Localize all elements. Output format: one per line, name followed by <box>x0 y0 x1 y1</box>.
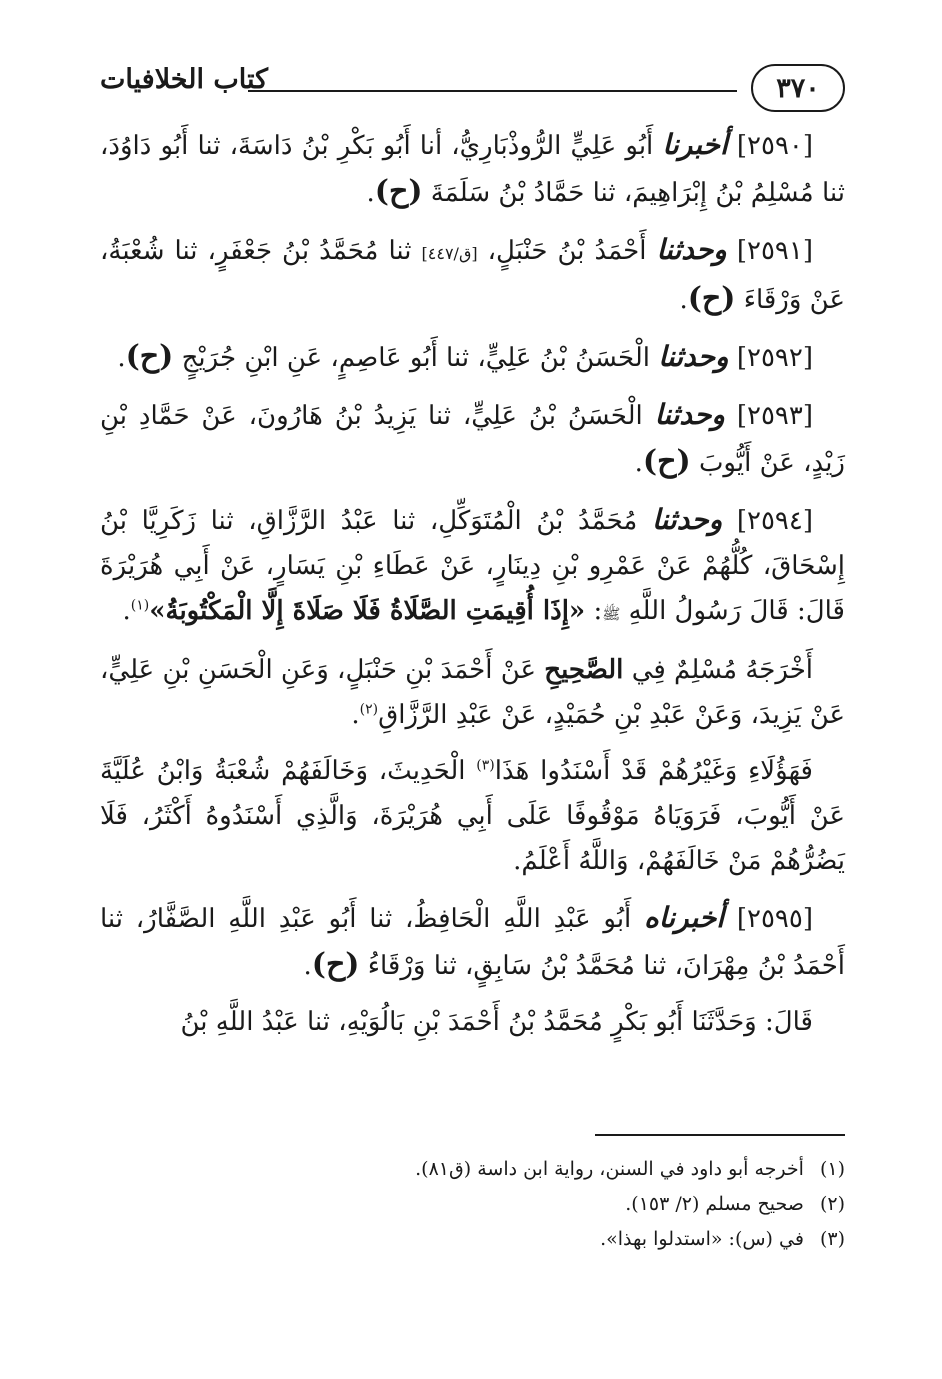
tahwil-symbol: (ح) <box>311 947 360 982</box>
page-body <box>100 122 845 1045</box>
footnote-marker: (١) <box>130 597 150 614</box>
hadith-number: [٢٥٩٥] <box>736 904 813 934</box>
isnad-text: أَبُو عَلِيٍّ الرُّوذْبَارِيُّ، أنا أَبُو بَكْرِ بْنُ دَاسَةَ، ثنا أَبُو دَاوُدَ، ثنا مُسْلِمُ بْنُ إِبْرَاهِيمَ، ثنا حَمَّادُ بْنُ سَلَمَةَ <box>100 131 845 208</box>
period: . <box>122 596 131 626</box>
footnote-marker: (٢) <box>359 701 379 718</box>
commentary-paragraph <box>100 749 845 884</box>
hadith-2595 <box>100 895 845 989</box>
hadith-number: [٢٥٩٠] <box>736 131 814 161</box>
colon: : <box>593 596 603 626</box>
isnad-text: أَحْمَدُ بْنُ حَنْبَلٍ، <box>487 236 647 266</box>
footnote-item <box>100 1222 845 1257</box>
isnad-text: مُحَمَّدُ بْنُ الْمُتَوَكِّلِ، ثنا عَبْدُ الرَّزَّاقِ، ثنا زَكَرِيَّا بْنُ إِسْحَاقَ، كُلُّهُمْ عَنْ عَمْرِو بْنِ دِينَارٍ، عَنْ عَطَاءِ بْنِ يَسَارٍ، عَنْ أَبِي هُرَيْرَةَ قَالَ: قَالَ رَسُولُ اللَّهِ <box>100 506 845 626</box>
hadith-2591 <box>100 227 845 323</box>
footnotes <box>100 1152 845 1257</box>
book-title: كتاب الخلافيات <box>100 64 269 95</box>
isnad-text: أَبُو عَبْدِ اللَّهِ الْحَافِظُ، ثنا أَبُو عَبْدِ اللَّهِ الصَّفَّارُ، ثنا أَحْمَدُ بْنُ مِهْرَانَ، ثنا مُحَمَّدُ بْنُ سَابِقٍ، ثنا وَرْقَاءُ <box>100 904 845 981</box>
transmission-keyword: وحدثنا <box>651 503 723 536</box>
hadith-2594 <box>100 497 845 637</box>
footnote-text: في (س): «استدلوا بهذا». <box>600 1228 804 1250</box>
isnad-text: الْحَسَنُ بْنُ عَلِيٍّ، ثنا يَزِيدُ بْنُ هَارُونَ، عَنْ حَمَّادِ بْنِ زَيْدٍ، عَنْ أَيُّوبَ <box>100 401 845 478</box>
continuation-paragraph <box>100 1000 845 1045</box>
takhrij-text: عَنْ أَحْمَدَ بْنِ حَنْبَلٍ، وَعَنِ الْحَسَنِ بْنِ عَلِيٍّ، عَنْ يَزِيدَ، وَعَنْ عَبْدِ بْنِ حُمَيْدٍ، عَنْ عَبْدِ الرَّزَّاقِ <box>100 655 845 730</box>
tahwil-symbol: (ح) <box>642 444 691 479</box>
salutation-glyph: ﷺ <box>602 605 621 623</box>
period: . <box>351 700 360 730</box>
period: . <box>634 448 643 478</box>
tahwil-symbol: (ح) <box>687 281 736 316</box>
commentary-text: فَهَؤُلَاءِ وَغَيْرُهُمْ قَدْ أَسْنَدُوا هَذَا <box>494 756 813 786</box>
book-name: الصَّحِيحِ <box>544 655 624 685</box>
tahwil-symbol: (ح) <box>125 339 174 374</box>
hadith-2590 <box>100 122 845 216</box>
period: . <box>366 178 375 208</box>
page-number: ٣٧٠ <box>751 64 845 112</box>
footnote-item <box>100 1187 845 1222</box>
footnote-text: صحيح مسلم (٢/ ١٥٣). <box>625 1193 804 1215</box>
footnote-item <box>100 1152 845 1187</box>
takhrij-text: أَخْرَجَهُ مُسْلِمٌ فِي <box>631 655 814 685</box>
hadith-number: [٢٥٩٢] <box>736 343 813 373</box>
footnote-number: (١) <box>819 1158 845 1180</box>
hadith-2593 <box>100 392 845 486</box>
hadith-2592 <box>100 334 845 381</box>
footnote-separator <box>595 1134 845 1136</box>
hadith-number: [٢٥٩١] <box>736 236 813 266</box>
takhrij-paragraph <box>100 648 845 738</box>
transmission-keyword: أخبرناه <box>644 901 725 934</box>
hadith-matn: «إِذَا أُقِيمَتِ الصَّلَاةُ فَلَا صَلَاةَ إِلَّا الْمَكْتُوبَةُ» <box>149 596 586 626</box>
hadith-number: [٢٥٩٤] <box>736 506 814 536</box>
footnote-marker: (٣) <box>476 757 495 774</box>
footnote-number: (٣) <box>819 1228 845 1250</box>
period: . <box>679 285 688 315</box>
header-rule <box>248 90 737 92</box>
isnad-text: الْحَسَنُ بْنُ عَلِيٍّ، ثنا أَبُو عَاصِمٍ، عَنِ ابْنِ جُرَيْجٍ <box>181 343 650 373</box>
transmission-keyword: وحدثنا <box>658 340 729 373</box>
period: . <box>117 343 126 373</box>
transmission-keyword: وحدثنا <box>656 233 727 266</box>
transmission-keyword: أخبرنا <box>662 128 728 161</box>
isnad-text: ثنا مُحَمَّدُ بْنُ جَعْفَرٍ، ثنا شُعْبَةُ، عَنْ وَرْقَاءَ <box>100 236 845 315</box>
tahwil-symbol: (ح) <box>374 174 423 209</box>
hadith-number: [٢٥٩٣] <box>736 401 814 431</box>
footnote-text: أخرجه أبو داود في السنن، رواية ابن داسة (ق٨١). <box>415 1158 804 1180</box>
commentary-text: الْحَدِيثَ، وَخَالَفَهُمْ شُعْبَةُ وَابْنُ عُلَيَّةَ عَنْ أَيُّوبَ، فَرَوَيَاهُ مَوْقُوفًا عَلَى أَبِي هُرَيْرَةَ، وَالَّذِي أَسْنَدُوهُ أَكْثَرُ، فَلَا يَضُرُّهُمْ مَنْ خَالَفَهُمْ، وَاللَّهُ أَعْلَمُ. <box>100 756 845 876</box>
footnote-number: (٢) <box>819 1193 845 1215</box>
manuscript-folio-ref: [ق/٤٤٧] <box>421 244 478 263</box>
page-header <box>100 60 845 120</box>
period: . <box>303 951 312 981</box>
transmission-keyword: وحدثنا <box>654 398 725 431</box>
isnad-text: قَالَ: وَحَدَّثَنَا أَبُو بَكْرٍ مُحَمَّدُ بْنُ أَحْمَدَ بْنِ بَالُوَيْهِ، ثنا عَبْدُ اللَّهِ بْنُ <box>180 1007 813 1037</box>
